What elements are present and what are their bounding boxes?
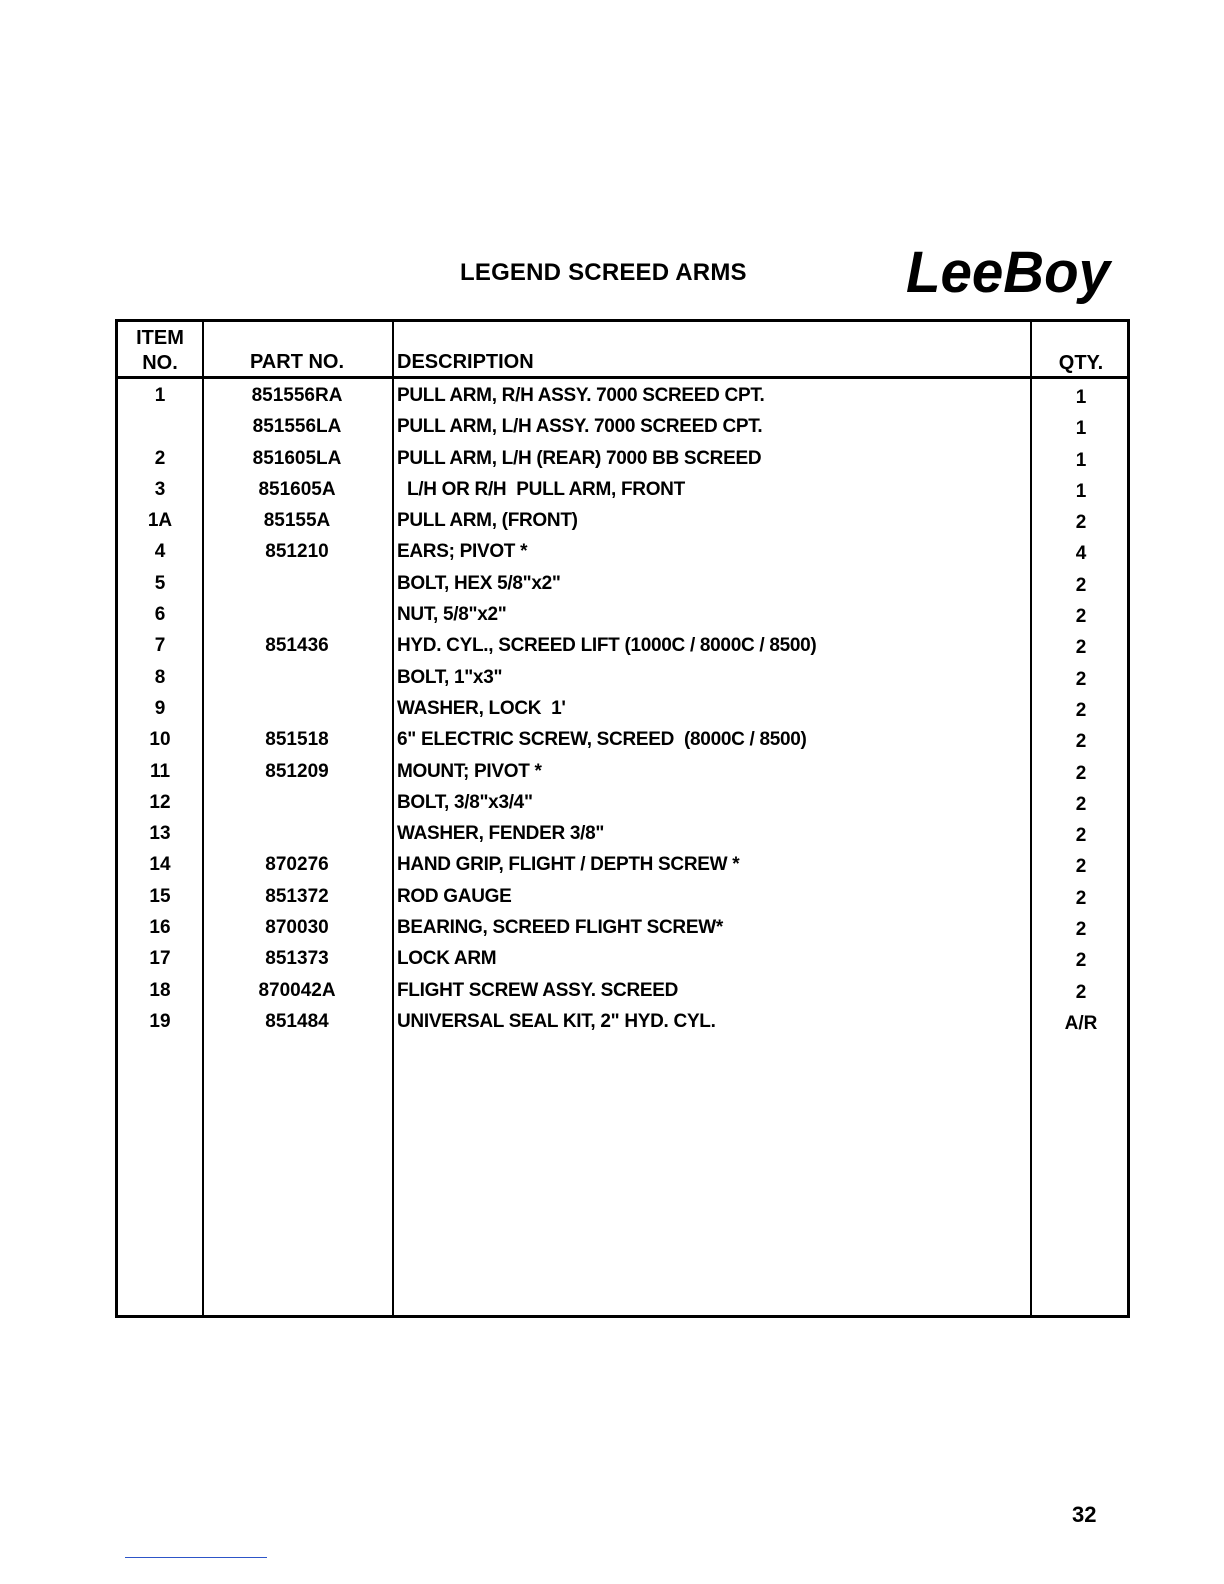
header-description: DESCRIPTION xyxy=(397,351,534,373)
part-number-cell: 851556LA xyxy=(252,416,342,438)
quantity-cell: 1 xyxy=(1075,449,1087,471)
item-number-cell: 10 xyxy=(149,729,171,751)
leeboy-logo xyxy=(904,240,1114,306)
part-number-cell: 851436 xyxy=(265,635,329,657)
part-number-cell: 851373 xyxy=(265,948,329,970)
description-cell: HYD. CYL., SCREED LIFT (1000C / 8000C / 8500) xyxy=(397,635,817,657)
page-title: LEGEND SCREED ARMS xyxy=(460,259,747,286)
quantity-cell: 1 xyxy=(1075,480,1087,502)
quantity-cell: 1 xyxy=(1075,418,1087,440)
item-number-cell: 5 xyxy=(154,572,166,594)
item-number-cell: 4 xyxy=(154,541,166,563)
description-cell: LOCK ARM xyxy=(397,948,497,970)
quantity-cell: 2 xyxy=(1075,574,1087,596)
header-qty: QTY. xyxy=(1058,352,1104,374)
description-cell: UNIVERSAL SEAL KIT, 2" HYD. CYL. xyxy=(397,1010,716,1032)
item-number-cell: 14 xyxy=(149,854,171,876)
description-cell: 6" ELECTRIC SCREW, SCREED (8000C / 8500) xyxy=(397,729,807,751)
leeboy-logo-text: LeeBoy xyxy=(906,240,1113,305)
description-cell: MOUNT; PIVOT * xyxy=(397,760,542,782)
item-number-cell: 3 xyxy=(154,478,166,500)
table-row xyxy=(118,915,1127,946)
header-item-line1: ITEM xyxy=(136,327,184,349)
footer-rule xyxy=(125,1557,267,1558)
quantity-cell: 2 xyxy=(1075,668,1087,690)
quantity-cell: 1 xyxy=(1075,387,1087,408)
item-number-cell: 19 xyxy=(149,1010,171,1032)
part-number-cell: 851556RA xyxy=(251,385,343,406)
description-cell: BEARING, SCREED FLIGHT SCREW* xyxy=(397,917,723,939)
item-number-cell: 9 xyxy=(154,697,166,719)
item-number-cell: 1A xyxy=(147,510,173,532)
header-divider xyxy=(118,376,1127,379)
table-row xyxy=(118,1009,1127,1040)
item-number-cell: 2 xyxy=(154,447,166,469)
part-number-cell: 85155A xyxy=(263,510,331,532)
description-cell: BOLT, HEX 5/8"x2" xyxy=(397,572,561,594)
table-row xyxy=(118,884,1127,915)
item-number-cell: 11 xyxy=(149,760,171,782)
quantity-cell: 2 xyxy=(1075,887,1087,909)
description-cell: FLIGHT SCREW ASSY. SCREED xyxy=(397,979,679,1001)
table-row xyxy=(118,446,1127,477)
parts-legend-table xyxy=(115,319,1130,1318)
item-number-cell: 7 xyxy=(154,635,166,657)
header-item-no xyxy=(118,326,202,376)
item-number-cell: 12 xyxy=(149,791,171,813)
part-number-cell: 851210 xyxy=(265,541,329,563)
item-number-cell: 18 xyxy=(149,979,171,1001)
quantity-cell: 2 xyxy=(1075,637,1087,659)
part-number-cell: 870042A xyxy=(258,979,336,1001)
description-cell: BOLT, 3/8"x3/4" xyxy=(397,791,533,813)
description-cell: WASHER, FENDER 3/8" xyxy=(397,823,605,845)
part-number-cell: 851484 xyxy=(265,1010,329,1032)
table-row xyxy=(118,978,1127,1009)
quantity-cell: 2 xyxy=(1075,512,1087,534)
item-number-cell: 15 xyxy=(149,885,171,907)
table-row xyxy=(118,946,1127,977)
description-cell: EARS; PIVOT * xyxy=(397,541,528,563)
part-number-cell: 851605LA xyxy=(252,447,342,469)
quantity-cell: 2 xyxy=(1075,950,1087,972)
description-cell: PULL ARM, (FRONT) xyxy=(397,510,578,532)
quantity-cell: 2 xyxy=(1075,856,1087,878)
table-row xyxy=(118,383,1127,414)
description-cell: WASHER, LOCK 1' xyxy=(397,697,566,719)
table-row xyxy=(118,665,1127,696)
description-cell: PULL ARM, L/H ASSY. 7000 SCREED CPT. xyxy=(397,416,763,438)
description-cell: NUT, 5/8"x2" xyxy=(397,604,507,626)
item-number-cell: 1 xyxy=(154,385,166,406)
part-number-cell: 870276 xyxy=(265,854,329,876)
table-row xyxy=(118,571,1127,602)
item-number-cell: 6 xyxy=(154,604,166,626)
description-cell: PULL ARM, R/H ASSY. 7000 SCREED CPT. xyxy=(397,385,765,406)
page-number: 32 xyxy=(1072,1502,1097,1527)
item-number-cell: 16 xyxy=(149,917,171,939)
table-row xyxy=(118,759,1127,790)
table-row xyxy=(118,790,1127,821)
part-number-cell: 870030 xyxy=(265,917,329,939)
table-row xyxy=(118,821,1127,852)
description-cell: L/H OR R/H PULL ARM, FRONT xyxy=(397,478,685,500)
quantity-cell: A/R xyxy=(1064,1012,1098,1034)
item-number-cell: 17 xyxy=(149,948,171,970)
table-row xyxy=(118,602,1127,633)
description-cell: BOLT, 1"x3" xyxy=(397,666,503,688)
description-cell: PULL ARM, L/H (REAR) 7000 BB SCREED xyxy=(397,447,762,469)
part-number-cell: 851605A xyxy=(258,478,336,500)
quantity-cell: 2 xyxy=(1075,762,1087,784)
table-row xyxy=(118,696,1127,727)
quantity-cell: 4 xyxy=(1075,543,1087,565)
part-number-cell: 851518 xyxy=(265,729,329,751)
quantity-cell: 2 xyxy=(1075,981,1087,1003)
header-item-line2: NO. xyxy=(142,352,178,374)
part-number-cell: 851372 xyxy=(265,885,329,907)
part-number-cell: 851209 xyxy=(265,760,329,782)
quantity-cell: 2 xyxy=(1075,606,1087,628)
description-cell: HAND GRIP, FLIGHT / DEPTH SCREW * xyxy=(397,854,740,876)
item-number-cell: 8 xyxy=(154,666,166,688)
quantity-cell: 2 xyxy=(1075,699,1087,721)
quantity-cell: 2 xyxy=(1075,793,1087,815)
table-row xyxy=(118,539,1127,570)
table-row xyxy=(118,633,1127,664)
quantity-cell: 2 xyxy=(1075,919,1087,941)
table-body xyxy=(118,383,1127,1040)
leeboy-logo-graphic xyxy=(904,240,1114,306)
quantity-cell: 2 xyxy=(1075,731,1087,753)
quantity-cell: 2 xyxy=(1075,825,1087,847)
header-part-no: PART NO. xyxy=(249,351,345,373)
table-row xyxy=(118,852,1127,883)
table-row xyxy=(118,727,1127,758)
table-row xyxy=(118,508,1127,539)
description-cell: ROD GAUGE xyxy=(397,885,512,907)
table-row xyxy=(118,414,1127,445)
table-row xyxy=(118,477,1127,508)
item-number-cell: 13 xyxy=(149,823,171,845)
